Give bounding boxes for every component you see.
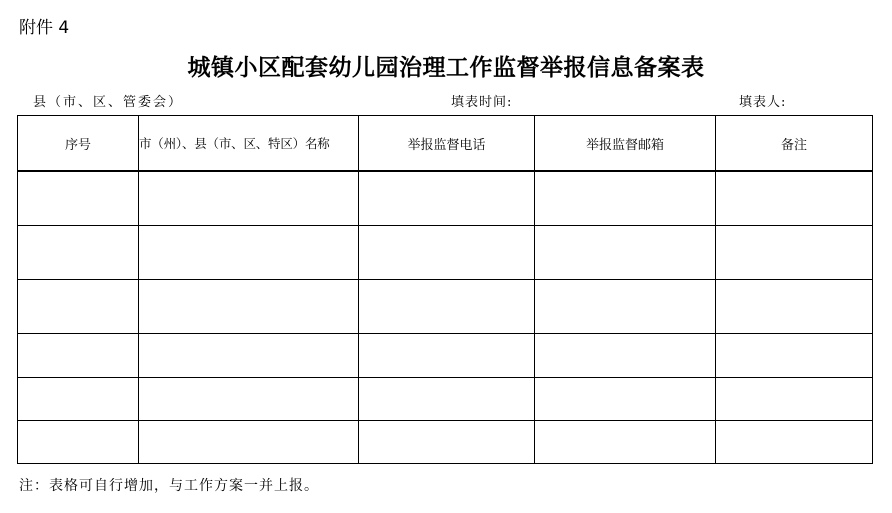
header-report-phone: 举报监督电话 bbox=[359, 116, 535, 172]
table-cell[interactable] bbox=[359, 171, 535, 226]
header-serial-number: 序号 bbox=[18, 116, 139, 172]
table-cell[interactable] bbox=[139, 378, 359, 421]
table-row bbox=[18, 421, 873, 464]
table-cell[interactable] bbox=[18, 280, 139, 334]
table-body bbox=[18, 171, 873, 464]
table-cell[interactable] bbox=[716, 378, 873, 421]
table-cell[interactable] bbox=[359, 280, 535, 334]
header-remarks: 备注 bbox=[716, 116, 873, 172]
table-cell[interactable] bbox=[359, 378, 535, 421]
table-cell[interactable] bbox=[139, 421, 359, 464]
table-cell[interactable] bbox=[359, 226, 535, 280]
footnote: 注：表格可自行增加，与工作方案一并上报。 bbox=[19, 478, 319, 494]
attachment-label: 附件 4 bbox=[19, 18, 70, 38]
table-cell[interactable] bbox=[18, 421, 139, 464]
table-row bbox=[18, 334, 873, 378]
table-cell[interactable] bbox=[139, 171, 359, 226]
table-cell[interactable] bbox=[18, 334, 139, 378]
table-cell[interactable] bbox=[716, 334, 873, 378]
table-cell[interactable] bbox=[139, 334, 359, 378]
table-cell[interactable] bbox=[535, 334, 716, 378]
table-cell[interactable] bbox=[716, 421, 873, 464]
table-cell[interactable] bbox=[139, 280, 359, 334]
table-cell[interactable] bbox=[535, 171, 716, 226]
fill-time-label: 填表时间: bbox=[451, 95, 513, 110]
table-cell[interactable] bbox=[535, 378, 716, 421]
table-cell[interactable] bbox=[716, 280, 873, 334]
filing-table bbox=[17, 115, 873, 464]
table-row bbox=[18, 378, 873, 421]
table-cell[interactable] bbox=[18, 171, 139, 226]
filler-label: 填表人: bbox=[739, 95, 787, 110]
table-row bbox=[18, 226, 873, 280]
header-report-email: 举报监督邮箱 bbox=[535, 116, 716, 172]
table-cell[interactable] bbox=[359, 421, 535, 464]
table-cell[interactable] bbox=[535, 421, 716, 464]
document-title: 城镇小区配套幼儿园治理工作监督举报信息备案表 bbox=[187, 54, 705, 81]
table-header bbox=[18, 116, 873, 172]
table-cell[interactable] bbox=[18, 378, 139, 421]
table-row bbox=[18, 171, 873, 226]
header-region-name: 市（州）、县（市、区、特区）名称 bbox=[139, 116, 359, 172]
table-cell[interactable] bbox=[18, 226, 139, 280]
county-label: 县（市、区、管委会） bbox=[33, 95, 184, 110]
table-cell[interactable] bbox=[359, 334, 535, 378]
table-cell[interactable] bbox=[716, 171, 873, 226]
table-cell[interactable] bbox=[716, 226, 873, 280]
table-cell[interactable] bbox=[535, 226, 716, 280]
table-cell[interactable] bbox=[535, 280, 716, 334]
table-row bbox=[18, 280, 873, 334]
header-row bbox=[18, 116, 873, 172]
table-cell[interactable] bbox=[139, 226, 359, 280]
